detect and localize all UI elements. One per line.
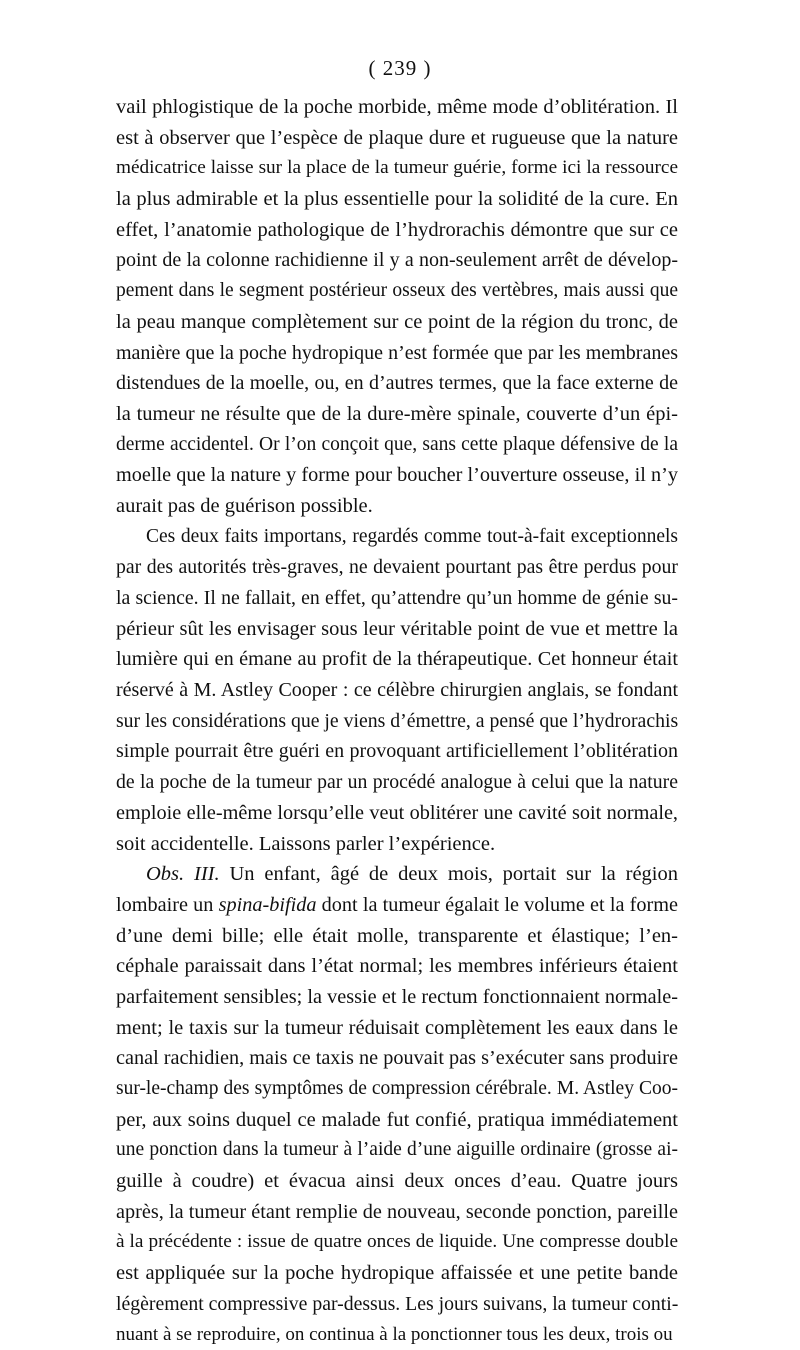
text-line: derme accidentel. Or l’on conçoit que, sans cette plaque défensive de la [116, 430, 678, 461]
text-line: lumière qui en émane au profit de la thérapeutique. Cet honneur était [116, 644, 678, 675]
text-line: sur les considérations que je viens d’émettre, a pensé que l’hydrorachis [116, 706, 678, 737]
text-line: la tumeur ne résulte que de la dure-mère spinale, couverte d’un épi- [116, 399, 678, 430]
text-line: légèrement compressive par-dessus. Les jours suivans, la tumeur conti- [116, 1289, 678, 1320]
text-line: Obs. III. Un enfant, âgé de deux mois, portait sur la région [116, 859, 678, 890]
text-line: emploie elle-même lorsqu’elle veut oblitérer une cavité soit normale, [116, 798, 678, 829]
text-line: nuant à se reproduire, on continua à la ponctionner tous les deux, trois ou [116, 1320, 678, 1350]
text-line: soit accidentelle. Laissons parler l’expérience. [116, 829, 678, 860]
text-line: est appliquée sur la poche hydropique affaissée et une petite bande [116, 1258, 678, 1289]
text-line: moelle que la nature y forme pour boucher l’ouverture osseuse, il n’y [116, 460, 678, 491]
text-line: parfaitement sensibles; la vessie et le rectum fonctionnaient normale- [116, 982, 678, 1013]
body-text [116, 92, 678, 1350]
text-line: périeur sût les envisager sous leur véritable point de vue et mettre la [116, 614, 678, 645]
italic-term: Obs. III. [146, 863, 220, 885]
text-line: Ces deux faits importans, regardés comme tout-à-fait exceptionnels [116, 522, 678, 553]
text-line: une ponction dans la tumeur à l’aide d’une aiguille ordinaire (grosse ai- [116, 1135, 678, 1166]
text-line: d’une demi bille; elle était molle, transparente et élastique; l’en- [116, 921, 678, 952]
text-line: sur-le-champ des symptômes de compression cérébrale. M. Astley Coo- [116, 1074, 678, 1105]
paragraph [116, 859, 678, 1350]
page-number: ( 239 ) [0, 56, 800, 81]
text-line: aurait pas de guérison possible. [116, 491, 678, 522]
text-line: vail phlogistique de la poche morbide, même mode d’oblitération. Il [116, 92, 678, 123]
text-line: ment; le taxis sur la tumeur réduisait complètement les eaux dans le [116, 1013, 678, 1044]
text-line: la peau manque complètement sur ce point de la région du tronc, de [116, 307, 678, 338]
text-line: par des autorités très-graves, ne devaient pourtant pas être perdus pour [116, 552, 678, 583]
text-line: lombaire un spina-bifida dont la tumeur égalait le volume et la forme [116, 890, 678, 921]
paragraph [116, 522, 678, 860]
text-line: point de la colonne rachidienne il y a non-seulement arrêt de dévelop- [116, 245, 678, 276]
text-line: pement dans le segment postérieur osseux des vertèbres, mais aussi que [116, 276, 678, 307]
text-line: simple pourrait être guéri en provoquant artificiellement l’oblitération [116, 736, 678, 767]
text-line: à la précédente : issue de quatre onces de liquide. Une compresse double [116, 1227, 678, 1258]
text-line: de la poche de la tumeur par un procédé analogue à celui que la nature [116, 767, 678, 798]
text-line: médicatrice laisse sur la place de la tumeur guérie, forme ici la ressource [116, 153, 678, 184]
text-line: céphale paraissait dans l’état normal; les membres inférieurs étaient [116, 951, 678, 982]
text-line: la plus admirable et la plus essentielle pour la solidité de la cure. En [116, 184, 678, 215]
text-line: manière que la poche hydropique n’est formée que par les membranes [116, 338, 678, 369]
italic-term: spina-bifida [219, 894, 317, 916]
text-line: effet, l’anatomie pathologique de l’hydrorachis démontre que sur ce [116, 215, 678, 246]
text-line: la science. Il ne fallait, en effet, qu’attendre qu’un homme de génie su- [116, 583, 678, 614]
text-line: per, aux soins duquel ce malade fut confié, pratiqua immédiatement [116, 1105, 678, 1136]
text-line: réservé à M. Astley Cooper : ce célèbre chirurgien anglais, se fondant [116, 675, 678, 706]
text-line: après, la tumeur étant remplie de nouveau, seconde ponction, pareille [116, 1197, 678, 1228]
paragraph [116, 92, 678, 522]
text-line: canal rachidien, mais ce taxis ne pouvait pas s’exécuter sans produire [116, 1043, 678, 1074]
text-line: guille à coudre) et évacua ainsi deux onces d’eau. Quatre jours [116, 1166, 678, 1197]
text-line: distendues de la moelle, ou, en d’autres termes, que la face externe de [116, 368, 678, 399]
text-line: est à observer que l’espèce de plaque dure et rugueuse que la nature [116, 123, 678, 154]
